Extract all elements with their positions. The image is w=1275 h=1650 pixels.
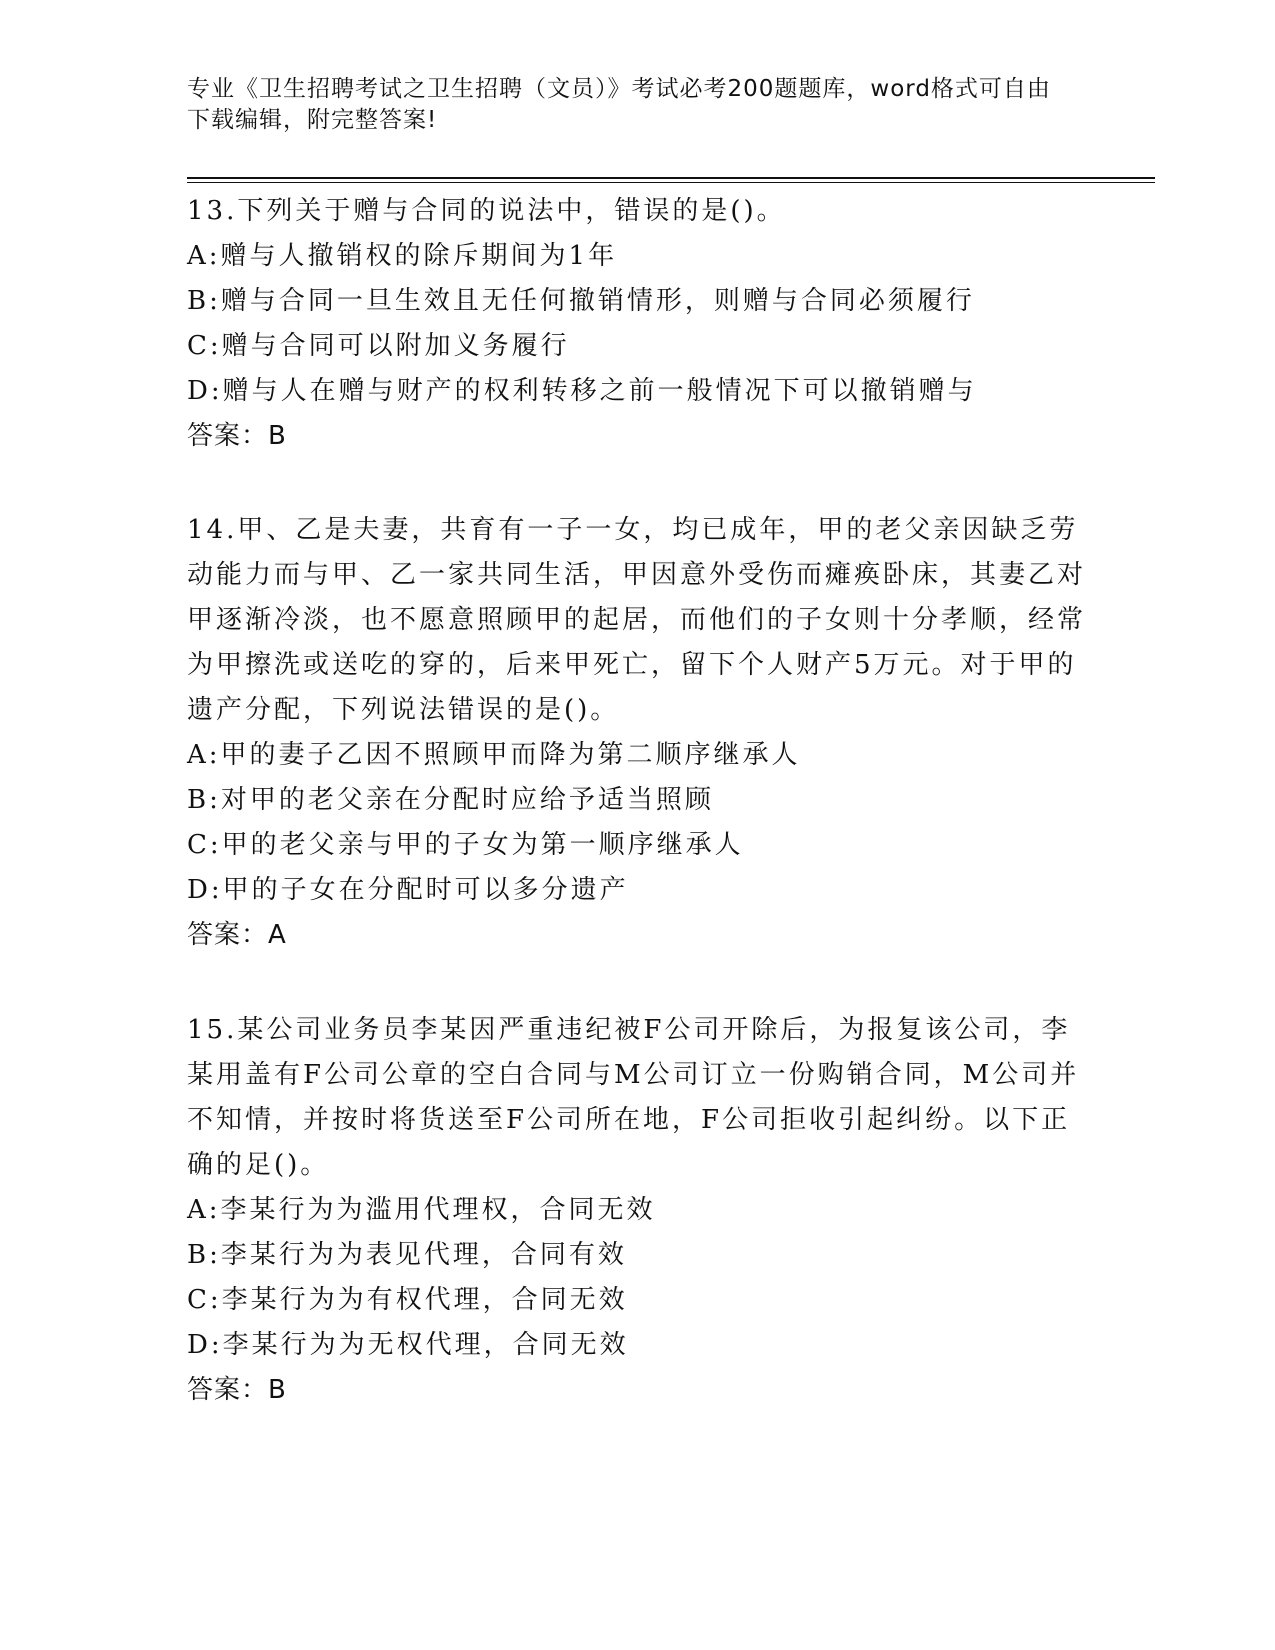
answer: 答案：B	[187, 421, 287, 451]
answer: 答案：B	[187, 1375, 287, 1405]
header-divider-thin	[187, 182, 1155, 183]
option-b: B:赠与合同一旦生效且无任何撤销情形，则赠与合同必须履行	[187, 286, 975, 316]
option-d: D:李某行为为无权代理，合同无效	[187, 1330, 629, 1360]
option-b: B:对甲的老父亲在分配时应给予适当照顾	[187, 785, 714, 815]
option-b: B:李某行为为表见代理，合同有效	[187, 1240, 627, 1270]
question-15	[187, 1008, 1087, 1413]
question-13	[187, 189, 1087, 459]
option-a: A:李某行为为滥用代理权，合同无效	[187, 1195, 656, 1225]
option-a: A:甲的妻子乙因不照顾甲而降为第二顺序继承人	[187, 740, 801, 770]
option-d: D:赠与人在赠与财产的权利转移之前一般情况下可以撤销赠与	[187, 376, 977, 406]
question-stem: 15.某公司业务员李某因严重违纪被F公司开除后，为报复该公司，李某用盖有F公司公章的空白合同与M公司订立一份购销合同，M公司并不知情，并按时将货送至F公司所在地，F公司拒收引起纠纷。以下正确的足()。	[187, 1015, 1080, 1180]
question-14	[187, 508, 1087, 958]
question-stem: 13.下列关于赠与合同的说法中，错误的是()。	[187, 196, 786, 226]
header-divider-thick	[187, 177, 1155, 179]
option-c: C:李某行为为有权代理，合同无效	[187, 1285, 628, 1315]
option-d: D:甲的子女在分配时可以多分遗产	[187, 875, 629, 905]
option-c: C:甲的老父亲与甲的子女为第一顺序继承人	[187, 830, 744, 860]
question-stem: 14.甲、乙是夫妻，共育有一子一女，均已成年，甲的老父亲因缺乏劳动能力而与甲、乙一家共同生活，甲因意外受伤而瘫痪卧床，其妻乙对甲逐渐冷淡，也不愿意照顾甲的起居，而他们的子女则十分孝顺，经常为甲擦洗或送吃的穿的，后来甲死亡，留下个人财产5万元。对于甲的遗产分配，下列说法错误的是()。	[187, 515, 1087, 725]
option-a: A:赠与人撤销权的除斥期间为1年	[187, 241, 618, 271]
answer: 答案：A	[187, 920, 287, 950]
option-c: C:赠与合同可以附加义务履行	[187, 331, 570, 361]
document-header: 专业《卫生招聘考试之卫生招聘（文员）》考试必考200题题库，word格式可自由下载编辑，附完整答案!	[187, 76, 1051, 133]
